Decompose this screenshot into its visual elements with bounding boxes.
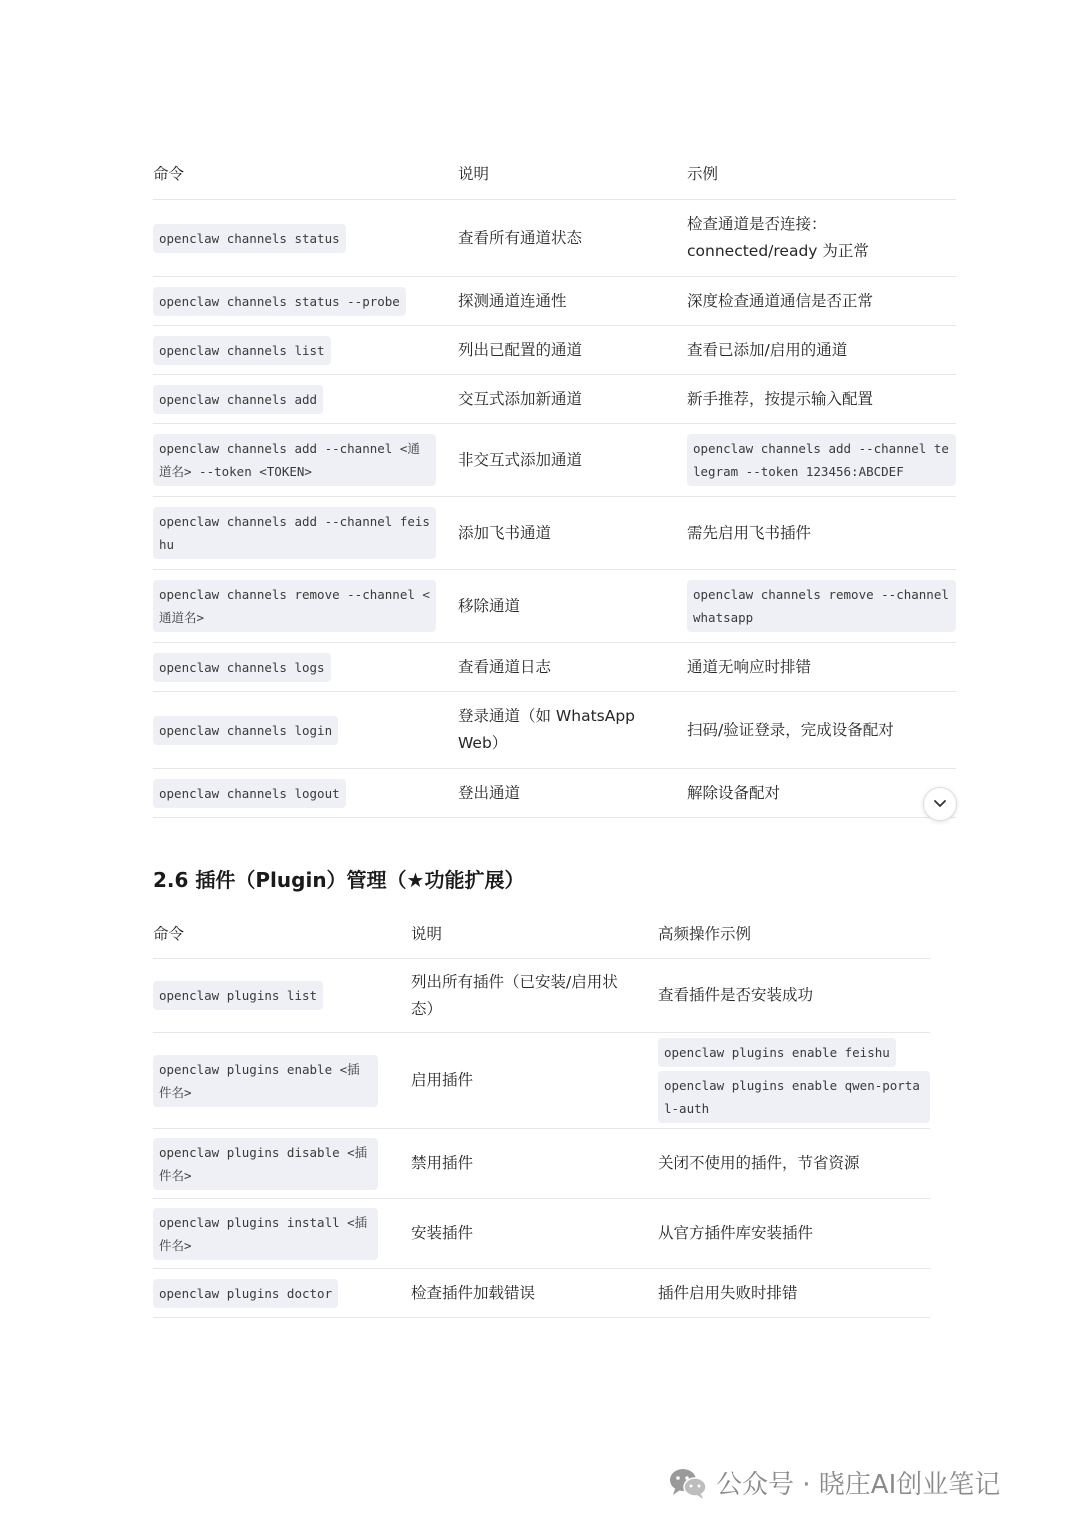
scroll-down-button[interactable] [923, 787, 957, 821]
table-row [153, 1199, 930, 1269]
wechat-icon [668, 1466, 708, 1500]
header-description: 说明 [411, 924, 443, 943]
table-row [153, 692, 956, 769]
description-cell: 查看通道日志 [458, 657, 552, 676]
header-command: 命令 [153, 165, 185, 183]
command-code: openclaw channels add --channel <通道名> --token <TOKEN> [153, 434, 436, 486]
description-cell: 添加飞书通道 [458, 523, 552, 542]
table-row [153, 643, 956, 692]
table-row [153, 375, 956, 424]
example-code: openclaw channels add --channel telegram --token 123456:ABCDEF [687, 434, 956, 486]
description-cell: 登录通道（如 WhatsApp Web） [458, 707, 636, 752]
command-code: openclaw channels logout [153, 779, 346, 808]
example-cell: 查看已添加/启用的通道 [687, 340, 848, 359]
command-code: openclaw channels status --probe [153, 287, 406, 316]
example-cell: 关闭不使用的插件，节省资源 [658, 1154, 860, 1172]
table-row [153, 424, 956, 497]
description-cell: 启用插件 [411, 1071, 474, 1089]
command-code: openclaw channels remove --channel <通道名> [153, 580, 436, 632]
command-code: openclaw channels logs [153, 653, 331, 682]
header-command: 命令 [153, 924, 185, 943]
description-cell: 交互式添加新通道 [458, 389, 583, 408]
table-row [153, 277, 956, 326]
command-code: openclaw channels status [153, 224, 346, 253]
watermark-text: 公众号 · 晓庄AI创业笔记 [716, 1470, 1001, 1500]
description-cell: 列出所有插件（已安装/启用状态） [411, 972, 618, 1018]
example-code: openclaw plugins enable qwen-portal-auth [658, 1071, 930, 1123]
example-code: openclaw channels remove --channel whatsapp [687, 580, 956, 632]
description-cell: 列出已配置的通道 [458, 340, 583, 359]
table-row [153, 1033, 930, 1129]
command-code: openclaw plugins install <插件名> [153, 1208, 378, 1260]
chevron-down-icon [934, 800, 946, 808]
example-cell: 检查通道是否连接：connected/ready 为正常 [687, 215, 869, 260]
header-description: 说明 [458, 165, 490, 183]
description-cell: 登出通道 [458, 783, 521, 802]
example-cell: 从官方插件库安装插件 [658, 1224, 814, 1242]
table-header [153, 910, 930, 959]
table-row [153, 497, 956, 570]
example-cell: 深度检查通道通信是否正常 [687, 291, 874, 310]
example-cell: 扫码/验证登录，完成设备配对 [687, 720, 894, 739]
example-cell: 解除设备配对 [687, 783, 781, 802]
example-code: openclaw plugins enable feishu [658, 1038, 896, 1067]
watermark [668, 1464, 1000, 1501]
command-code: openclaw channels login [153, 716, 338, 745]
command-code: openclaw channels add [153, 385, 323, 414]
example-cell: 新手推荐，按提示输入配置 [687, 389, 874, 408]
command-code: openclaw channels list [153, 336, 331, 365]
command-code: openclaw plugins disable <插件名> [153, 1138, 378, 1190]
table-row [153, 769, 956, 818]
header-example: 示例 [687, 165, 719, 183]
command-code: openclaw plugins doctor [153, 1279, 338, 1308]
description-cell: 非交互式添加通道 [458, 450, 583, 469]
description-cell: 检查插件加载错误 [411, 1283, 536, 1302]
description-cell: 探测通道连通性 [458, 291, 567, 310]
table-header [153, 150, 956, 200]
example-cell: 需先启用飞书插件 [687, 523, 812, 542]
plugins-command-table [153, 910, 930, 1318]
description-cell: 查看所有通道状态 [458, 228, 583, 247]
table-row [153, 959, 930, 1033]
description-cell: 禁用插件 [411, 1154, 474, 1172]
table-row [153, 1269, 930, 1318]
example-cell: 通道无响应时排错 [687, 657, 812, 676]
command-code: openclaw plugins list [153, 981, 323, 1010]
header-example: 高频操作示例 [658, 924, 752, 943]
section-title: 2.6 插件（Plugin）管理（★功能扩展） [153, 868, 525, 892]
command-code: openclaw channels add --channel feishu [153, 507, 436, 559]
example-cell: 查看插件是否安装成功 [658, 986, 814, 1004]
description-cell: 安装插件 [411, 1224, 474, 1242]
table-row [153, 570, 956, 643]
channels-command-table [153, 150, 956, 818]
description-cell: 移除通道 [458, 596, 521, 615]
table-row [153, 1129, 930, 1199]
table-row [153, 200, 956, 277]
table-row [153, 326, 956, 375]
example-cell: 插件启用失败时排错 [658, 1283, 798, 1302]
command-code: openclaw plugins enable <插件名> [153, 1055, 378, 1107]
